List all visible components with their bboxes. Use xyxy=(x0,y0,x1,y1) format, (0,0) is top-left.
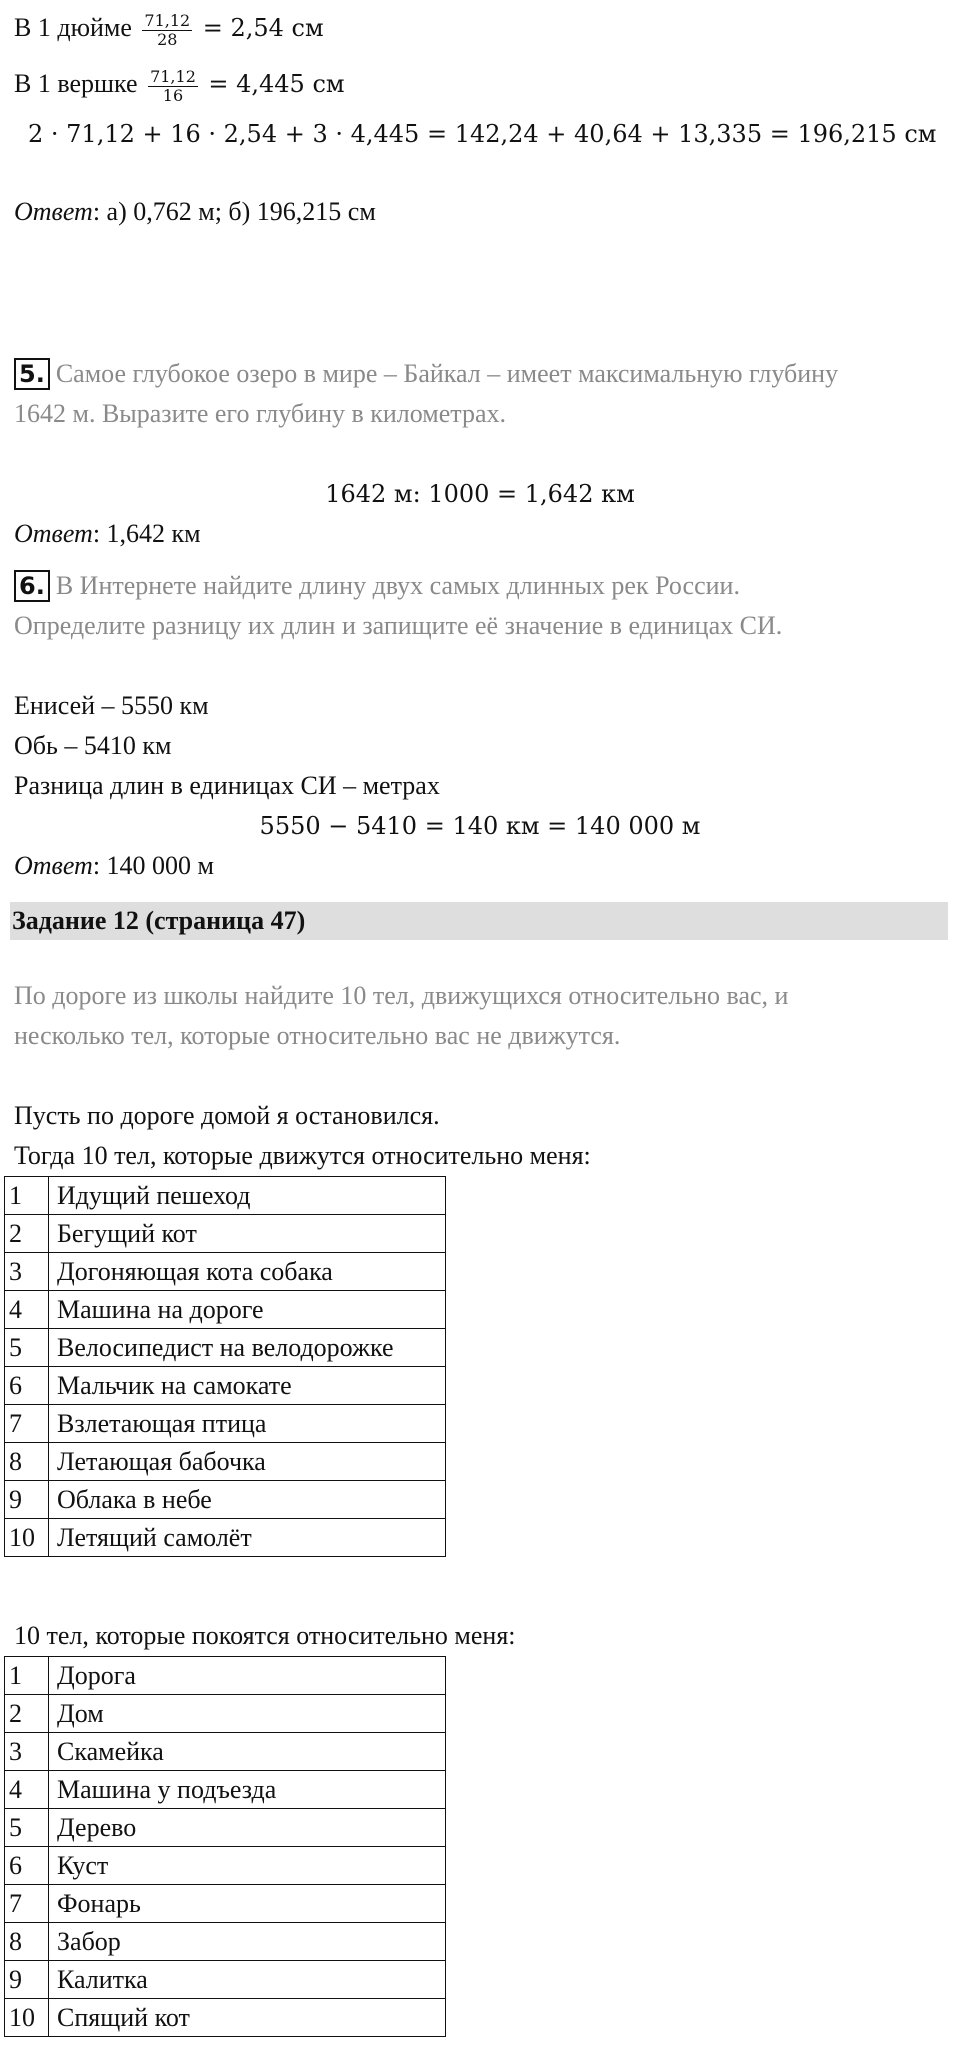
row-number: 3 xyxy=(5,1253,49,1291)
table-row xyxy=(5,1481,446,1519)
row-text: Фонарь xyxy=(49,1885,446,1923)
answer-text: : 140 000 м xyxy=(92,851,214,880)
row-number: 1 xyxy=(5,1657,49,1695)
table-row xyxy=(5,1885,446,1923)
inch-fraction xyxy=(142,12,192,49)
answer-text: : 1,642 км xyxy=(92,519,201,548)
task5-line2: 1642 м. Выразите его глубину в километрах. xyxy=(14,399,506,428)
task5-number-badge: 5. xyxy=(14,358,50,390)
table-row xyxy=(5,1847,446,1885)
section-header: Задание 12 (страница 47) xyxy=(10,902,948,940)
row-number: 2 xyxy=(5,1215,49,1253)
row-text: Облака в небе xyxy=(49,1481,446,1519)
row-text: Мальчик на самокате xyxy=(49,1367,446,1405)
task12-intro1: Пусть по дороге домой я остановился. xyxy=(14,1101,440,1130)
inch-denominator: 28 xyxy=(157,29,178,49)
vershok-fraction xyxy=(148,68,198,105)
table-row xyxy=(5,1215,446,1253)
row-number: 10 xyxy=(5,1999,49,2037)
table-row xyxy=(5,1961,446,1999)
row-number: 5 xyxy=(5,1809,49,1847)
row-text: Летящий самолёт xyxy=(49,1519,446,1557)
row-text: Дом xyxy=(49,1695,446,1733)
table-row xyxy=(5,1657,446,1695)
task5-answer xyxy=(14,514,201,554)
answer-text: : а) 0,762 м; б) 196,215 см xyxy=(92,197,376,226)
table-row xyxy=(5,1329,446,1367)
row-number: 7 xyxy=(5,1405,49,1443)
table-row xyxy=(5,1923,446,1961)
row-number: 6 xyxy=(5,1367,49,1405)
task12-line2: несколько тел, которые относительно вас не движутся. xyxy=(14,1021,621,1050)
row-number: 3 xyxy=(5,1733,49,1771)
sum-equation: 2 · 71,12 + 16 · 2,54 + 3 · 4,445 = 142,24 + 40,64 + 13,335 = 196,215 см xyxy=(28,120,937,148)
table-row xyxy=(5,1291,446,1329)
row-text: Куст xyxy=(49,1847,446,1885)
row-text: Спящий кот xyxy=(49,1999,446,2037)
task12-intro2: Тогда 10 тел, которые движутся относительно меня: xyxy=(14,1141,591,1170)
answer-label: Ответ xyxy=(14,519,93,548)
table-row xyxy=(5,1177,446,1215)
inch-line xyxy=(14,8,324,49)
row-text: Скамейка xyxy=(49,1733,446,1771)
table-row xyxy=(5,1999,446,2037)
row-text: Велосипедист на велодорожке xyxy=(49,1329,446,1367)
row-number: 9 xyxy=(5,1481,49,1519)
table-row xyxy=(5,1367,446,1405)
row-number: 2 xyxy=(5,1695,49,1733)
task6-ob: Обь – 5410 км xyxy=(14,731,172,760)
task6-text-1: В Интернете найдите длину двух самых длинных рек России. xyxy=(55,571,740,600)
table-row xyxy=(5,1253,446,1291)
vershok-numerator: 71,12 xyxy=(150,66,196,86)
vershok-line xyxy=(14,64,345,105)
row-text: Идущий пешеход xyxy=(49,1177,446,1215)
row-number: 6 xyxy=(5,1847,49,1885)
task6-answer xyxy=(14,846,214,886)
vershok-prefix: В 1 вершке xyxy=(14,69,138,98)
row-number: 8 xyxy=(5,1443,49,1481)
answer-label: Ответ xyxy=(14,851,93,880)
table-row xyxy=(5,1809,446,1847)
answer-label: Ответ xyxy=(14,197,93,226)
row-text: Догоняющая кота собака xyxy=(49,1253,446,1291)
task5-equation: 1642 м: 1000 = 1,642 км xyxy=(325,480,635,508)
row-number: 8 xyxy=(5,1923,49,1961)
row-number: 4 xyxy=(5,1291,49,1329)
row-text: Калитка xyxy=(49,1961,446,1999)
task6-difference: Разница длин в единицах СИ – метрах xyxy=(14,771,440,800)
row-number: 1 xyxy=(5,1177,49,1215)
table-row xyxy=(5,1771,446,1809)
resting-bodies-table xyxy=(4,1656,446,2037)
row-text: Дерево xyxy=(49,1809,446,1847)
row-number: 4 xyxy=(5,1771,49,1809)
task6-yenisei: Енисей – 5550 км xyxy=(14,691,209,720)
inch-numerator: 71,12 xyxy=(144,10,191,30)
task6-line1 xyxy=(14,566,740,606)
vershok-result: = 4,445 см xyxy=(208,70,345,98)
row-text: Взлетающая птица xyxy=(49,1405,446,1443)
inch-prefix: В 1 дюйме xyxy=(14,13,132,42)
vershok-denominator: 16 xyxy=(162,85,184,105)
row-text: Машина на дороге xyxy=(49,1291,446,1329)
task12-line1: По дороге из школы найдите 10 тел, движущихся относительно вас, и xyxy=(14,981,789,1010)
table-row xyxy=(5,1443,446,1481)
resting-intro: 10 тел, которые покоятся относительно меня: xyxy=(14,1621,516,1650)
table-row xyxy=(5,1733,446,1771)
table-row xyxy=(5,1519,446,1557)
row-text: Забор xyxy=(49,1923,446,1961)
row-number: 10 xyxy=(5,1519,49,1557)
task6-number-badge: 6. xyxy=(14,570,50,602)
row-number: 7 xyxy=(5,1885,49,1923)
table-row xyxy=(5,1405,446,1443)
row-text: Летающая бабочка xyxy=(49,1443,446,1481)
row-text: Бегущий кот xyxy=(49,1215,446,1253)
task6-equation: 5550 − 5410 = 140 км = 140 000 м xyxy=(259,812,701,840)
task5-text-1: Самое глубокое озеро в мире – Байкал – имеет максимальную глубину xyxy=(55,359,839,388)
table-row xyxy=(5,1695,446,1733)
row-number: 5 xyxy=(5,1329,49,1367)
task5-line1 xyxy=(14,354,838,394)
row-number: 9 xyxy=(5,1961,49,1999)
row-text: Машина у подъезда xyxy=(49,1771,446,1809)
row-text: Дорога xyxy=(49,1657,446,1695)
moving-bodies-table xyxy=(4,1176,446,1557)
answer-top xyxy=(14,192,376,232)
inch-result: = 2,54 см xyxy=(202,14,324,42)
task6-line2: Определите разницу их длин и запищите её значение в единицах СИ. xyxy=(14,611,783,640)
